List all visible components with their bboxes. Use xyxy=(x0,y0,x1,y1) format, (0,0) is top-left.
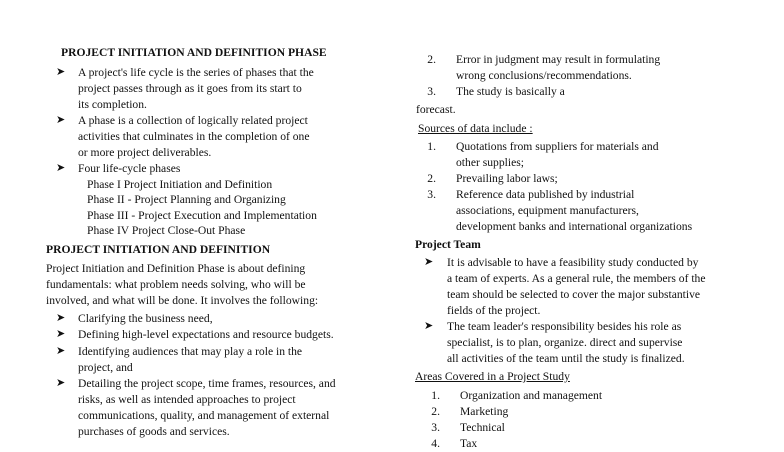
arrow-bullet-icon: ➤ xyxy=(56,377,66,389)
list-text: development banks and international organizations xyxy=(456,220,693,233)
list-number: 4. xyxy=(431,437,440,450)
list-number: 3. xyxy=(427,188,436,201)
bullet-text: fields of the project. xyxy=(447,304,541,317)
list-number: 1. xyxy=(427,140,436,153)
list-number: 2. xyxy=(427,172,436,185)
bullet-text: Four life-cycle phases xyxy=(78,162,181,175)
team-heading: Project Team xyxy=(415,238,481,251)
bullet-text: team should be selected to cover the major substantive xyxy=(447,288,701,301)
list-text: The study is basically a xyxy=(456,85,565,98)
bullet-text: Identifying audiences that may play a role in the xyxy=(78,345,303,358)
arrow-bullet-icon: ➤ xyxy=(424,320,434,332)
bullet-text: The team leader's responsibility besides his role as xyxy=(447,320,682,333)
arrow-bullet-icon: ➤ xyxy=(56,162,66,174)
area-item: Tax xyxy=(460,437,478,450)
phase-item: Phase III - Project Execution and Implementation xyxy=(87,209,317,222)
list-text: Reference data published by industrial xyxy=(456,188,635,201)
arrow-bullet-icon: ➤ xyxy=(56,345,66,357)
bullet-text: communications, quality, and management of external xyxy=(78,409,330,422)
arrow-bullet-icon: ➤ xyxy=(56,328,66,340)
paragraph-line: fundamentals: what problem needs solving, who will be xyxy=(46,278,306,291)
bullet-text: Clarifying the business need, xyxy=(78,312,213,325)
list-text: associations, equipment manufacturers, xyxy=(456,204,639,217)
list-text: wrong conclusions/recommendations. xyxy=(456,69,632,82)
bullet-text: It is advisable to have a feasibility study conducted by xyxy=(447,256,699,269)
arrow-bullet-icon: ➤ xyxy=(56,66,66,78)
list-text: Quotations from suppliers for materials and xyxy=(456,140,659,153)
bullet-text: project, and xyxy=(78,361,133,374)
list-text: Error in judgment may result in formulating xyxy=(456,53,661,66)
sources-heading: Sources of data include : xyxy=(418,122,533,135)
bullet-text: purchases of goods and services. xyxy=(78,425,230,438)
bullet-text: A project's life cycle is the series of phases that the xyxy=(78,66,314,79)
list-text: other supplies; xyxy=(456,156,524,169)
list-number: 3. xyxy=(431,421,440,434)
phase-item: Phase I Project Initiation and Definition xyxy=(87,178,273,191)
area-item: Technical xyxy=(460,421,505,434)
bullet-text: A phase is a collection of logically related project xyxy=(78,114,308,127)
paragraph-line: involved, and what will be done. It involves the following: xyxy=(46,294,319,307)
bullet-text: activities that culminates in the completion of one xyxy=(78,130,310,143)
areas-heading: Areas Covered in a Project Study xyxy=(415,370,570,383)
phase-item: Phase II - Project Planning and Organizing xyxy=(87,193,286,206)
area-item: Marketing xyxy=(460,405,509,418)
bullet-text: all activities of the team until the study is finalized. xyxy=(447,352,685,365)
list-text: Prevailing labor laws; xyxy=(456,172,558,185)
section-title-phase: PROJECT INITIATION AND DEFINITION PHASE xyxy=(61,46,327,59)
phase-item: Phase IV Project Close-Out Phase xyxy=(87,224,246,237)
arrow-bullet-icon: ➤ xyxy=(56,312,66,324)
bullet-text: risks, as well as intended approaches to project xyxy=(78,393,296,406)
list-number: 3. xyxy=(427,85,436,98)
bullet-text: its completion. xyxy=(78,98,147,111)
forecast-text: forecast. xyxy=(416,103,456,116)
list-number: 2. xyxy=(427,53,436,66)
area-item: Organization and management xyxy=(460,389,603,402)
section-title-definition: PROJECT INITIATION AND DEFINITION xyxy=(46,243,271,256)
bullet-text: a team of experts. As a general rule, the members of the xyxy=(447,272,706,285)
arrow-bullet-icon: ➤ xyxy=(56,114,66,126)
bullet-text: Detailing the project scope, time frames, resources, and xyxy=(78,377,336,390)
bullet-text: project passes through as it goes from its start to xyxy=(78,82,302,95)
bullet-text: Defining high-level expectations and resource budgets. xyxy=(78,328,334,341)
arrow-bullet-icon: ➤ xyxy=(424,256,434,268)
bullet-text: or more project deliverables. xyxy=(78,146,212,159)
list-number: 1. xyxy=(431,389,440,402)
bullet-text: specialist, is to plan, organize. direct and supervise xyxy=(447,336,683,349)
paragraph-line: Project Initiation and Definition Phase is about defining xyxy=(46,262,306,275)
list-number: 2. xyxy=(431,405,440,418)
